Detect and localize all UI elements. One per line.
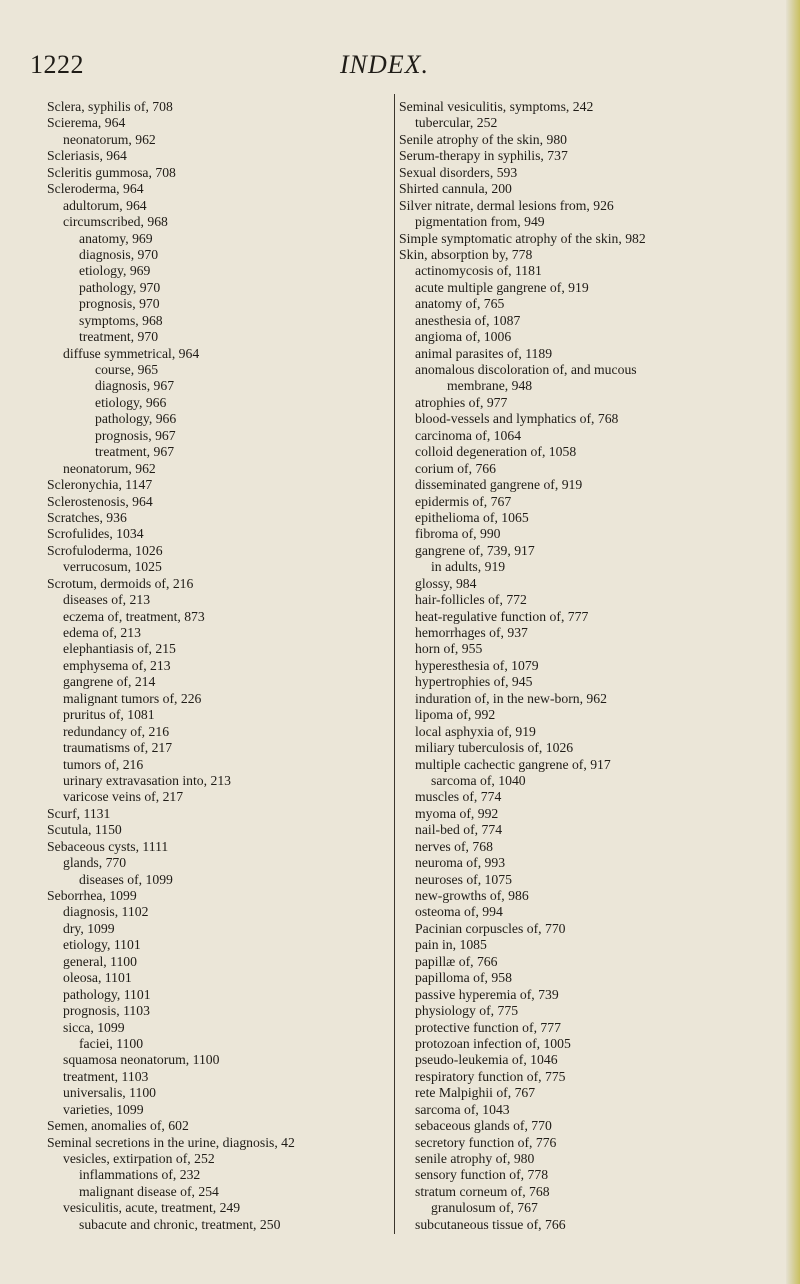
index-subentry: epidermis of, 767: [415, 493, 512, 509]
index-entry: Shirted cannula, 200: [399, 181, 512, 197]
index-subentry: anomalous discoloration of, and mucous: [415, 362, 637, 377]
index-entry: Seminal secretions in the urine, diagnosis, 42: [47, 1134, 295, 1150]
index-subentry: diffuse symmetrical, 964: [63, 345, 200, 361]
index-subentry: pigmentation from, 949: [415, 214, 545, 230]
left-index-column: [47, 99, 392, 1233]
index-entry: Scleroderma, 964: [47, 181, 144, 197]
index-subentry: actinomycosis of, 1181: [415, 263, 542, 279]
index-entry: Skin, absorption by, 778: [399, 246, 533, 262]
index-subentry: neuroses of, 1075: [415, 871, 512, 887]
index-subentry: pseudo-leukemia of, 1046: [415, 1052, 558, 1068]
index-subentry: vesicles, extirpation of, 252: [63, 1151, 215, 1166]
index-subentry: nerves of, 768: [415, 838, 493, 854]
index-subentry: course, 965: [95, 362, 159, 377]
index-subentry: oleosa, 1101: [63, 970, 132, 986]
index-entry: Senile atrophy of the skin, 980: [399, 131, 568, 147]
index-subentry: muscles of, 774: [415, 789, 502, 805]
index-subentry: Pacinian corpuscles of, 770: [415, 920, 566, 936]
index-subentry: horn of, 955: [415, 641, 483, 657]
index-entry: Seborrhea, 1099: [47, 888, 137, 903]
index-subentry: vesiculitis, acute, treatment, 249: [63, 1200, 241, 1216]
index-subentry: varicose veins of, 217: [63, 789, 184, 805]
index-subentry: respiratory function of, 775: [415, 1068, 566, 1084]
index-subentry: traumatisms of, 217: [63, 740, 173, 756]
index-subentry: etiology, 969: [79, 263, 151, 279]
index-subentry: secretory function of, 776: [415, 1134, 557, 1150]
page-number: 1222: [30, 50, 84, 79]
index-subentry: colloid degeneration of, 1058: [415, 444, 577, 460]
index-subentry: nail-bed of, 774: [415, 822, 503, 838]
index-subentry: induration of, in the new-born, 962: [415, 690, 607, 706]
index-entry: Scleritis gummosa, 708: [47, 164, 176, 180]
index-subentry: diagnosis, 970: [79, 246, 159, 262]
index-subentry: rete Malpighii of, 767: [415, 1085, 536, 1101]
index-subentry: granulosum of, 767: [431, 1200, 538, 1216]
index-subentry: hair-follicles of, 772: [415, 592, 527, 608]
index-subentry: verrucosum, 1025: [63, 559, 162, 575]
index-subentry: passive hyperemia of, 739: [415, 986, 559, 1002]
index-subentry: miliary tuberculosis of, 1026: [415, 740, 574, 756]
index-subentry: myoma of, 992: [415, 805, 499, 821]
index-subentry: redundancy of, 216: [63, 723, 170, 739]
index-subentry: diagnosis, 967: [95, 378, 175, 394]
index-entry: Simple symptomatic atrophy of the skin, 982: [399, 230, 646, 246]
index-entry: Sclera, syphilis of, 708: [47, 99, 173, 114]
index-subentry: anatomy of, 765: [415, 296, 505, 312]
index-subentry: gangrene of, 214: [63, 674, 156, 690]
index-entry: Scrofuloderma, 1026: [47, 542, 163, 558]
index-subentry: prognosis, 970: [79, 296, 160, 312]
index-subentry: treatment, 1103: [63, 1068, 149, 1084]
index-entry: Serum-therapy in syphilis, 737: [399, 148, 568, 164]
index-subentry: faciei, 1100: [79, 1035, 144, 1051]
index-subentry: diseases of, 213: [63, 592, 151, 608]
index-subentry: inflammations of, 232: [79, 1167, 201, 1183]
index-subentry: diagnosis, 1102: [63, 904, 149, 920]
index-subentry: protective function of, 777: [415, 1019, 561, 1035]
index-entry: Scleronychia, 1147: [47, 477, 153, 493]
column-divider: [394, 94, 395, 1234]
index-subentry: fibroma of, 990: [415, 526, 501, 542]
index-subentry: malignant disease of, 254: [79, 1183, 219, 1199]
index-entry: Sexual disorders, 593: [399, 164, 518, 180]
index-subentry: osteoma of, 994: [415, 904, 503, 920]
index-subentry: acute multiple gangrene of, 919: [415, 279, 589, 295]
index-subentry: physiology of, 775: [415, 1003, 519, 1019]
index-subentry: elephantiasis of, 215: [63, 641, 176, 657]
index-subentry: emphysema of, 213: [63, 657, 171, 673]
index-subentry: pathology, 1101: [63, 986, 151, 1002]
index-subentry: varieties, 1099: [63, 1101, 144, 1117]
index-subentry: blood-vessels and lymphatics of, 768: [415, 411, 619, 427]
index-subentry: malignant tumors of, 226: [63, 690, 202, 706]
index-subentry: universalis, 1100: [63, 1085, 157, 1101]
index-entry: Sclerostenosis, 964: [47, 493, 153, 509]
right-index-column: [399, 99, 779, 1233]
index-subentry: hemorrhages of, 937: [415, 625, 528, 640]
index-subentry: glands, 770: [63, 855, 127, 871]
index-subentry: prognosis, 1103: [63, 1003, 150, 1019]
index-subentry: membrane, 948: [447, 378, 533, 394]
index-subentry: treatment, 967: [95, 444, 175, 460]
index-subentry: tumors of, 216: [63, 756, 144, 772]
index-subentry: pain in, 1085: [415, 937, 487, 953]
index-subentry: neonatorum, 962: [63, 460, 156, 476]
index-subentry: angioma of, 1006: [415, 329, 512, 345]
index-subentry: stratum corneum of, 768: [415, 1183, 550, 1199]
index-entry: Scrofulides, 1034: [47, 526, 144, 542]
index-entry: Sebaceous cysts, 1111: [47, 838, 169, 854]
index-subentry: etiology, 1101: [63, 937, 141, 953]
index-subentry: tubercular, 252: [415, 115, 498, 131]
index-subentry: general, 1100: [63, 953, 137, 969]
index-subentry: subacute and chronic, treatment, 250: [79, 1216, 281, 1232]
index-entry: Scurf, 1131: [47, 805, 111, 821]
index-subentry: neonatorum, 962: [63, 131, 156, 147]
index-entry: Seminal vesiculitis, symptoms, 242: [399, 99, 594, 114]
index-subentry: local asphyxia of, 919: [415, 723, 536, 739]
index-subentry: lipoma of, 992: [415, 707, 496, 723]
index-subentry: adultorum, 964: [63, 197, 147, 213]
index-entry: Scratches, 936: [47, 509, 127, 525]
index-subentry: anatomy, 969: [79, 230, 153, 246]
index-subentry: dry, 1099: [63, 920, 115, 936]
index-subentry: diseases of, 1099: [79, 871, 173, 887]
index-subentry: treatment, 970: [79, 329, 159, 345]
index-subentry: circumscribed, 968: [63, 214, 168, 230]
index-subentry: pruritus of, 1081: [63, 707, 155, 723]
index-subentry: multiple cachectic gangrene of, 917: [415, 756, 611, 772]
index-subentry: etiology, 966: [95, 394, 167, 410]
index-entry: Scutula, 1150: [47, 822, 122, 838]
index-subentry: epithelioma of, 1065: [415, 509, 529, 525]
index-subentry: prognosis, 967: [95, 427, 176, 443]
running-head: INDEX.: [340, 50, 430, 79]
index-subentry: disseminated gangrene of, 919: [415, 477, 583, 493]
index-subentry: new-growths of, 986: [415, 888, 529, 903]
page-edge-stain: [786, 0, 800, 1284]
index-subentry: symptoms, 968: [79, 312, 163, 328]
index-subentry: senile atrophy of, 980: [415, 1151, 535, 1166]
index-subentry: gangrene of, 739, 917: [415, 542, 535, 558]
index-subentry: hyperesthesia of, 1079: [415, 657, 539, 673]
index-subentry: papilloma of, 958: [415, 970, 512, 986]
index-subentry: pathology, 970: [79, 279, 161, 295]
index-subentry: hypertrophies of, 945: [415, 674, 533, 690]
index-subentry: sicca, 1099: [63, 1019, 125, 1035]
index-subentry: sarcoma of, 1043: [415, 1101, 510, 1117]
index-subentry: sensory function of, 778: [415, 1167, 549, 1183]
index-subentry: urinary extravasation into, 213: [63, 772, 232, 788]
index-subentry: papillæ of, 766: [415, 953, 498, 969]
index-subentry: carcinoma of, 1064: [415, 427, 522, 443]
index-subentry: squamosa neonatorum, 1100: [63, 1052, 220, 1068]
index-subentry: neuroma of, 993: [415, 855, 506, 871]
index-subentry: atrophies of, 977: [415, 394, 508, 410]
index-subentry: glossy, 984: [415, 575, 477, 591]
index-subentry: heat-regulative function of, 777: [415, 608, 589, 624]
index-subentry: sarcoma of, 1040: [431, 772, 526, 788]
index-subentry: eczema of, treatment, 873: [63, 608, 205, 624]
index-entry: Semen, anomalies of, 602: [47, 1118, 189, 1134]
index-subentry: in adults, 919: [431, 559, 506, 575]
index-subentry: protozoan infection of, 1005: [415, 1035, 571, 1051]
index-subentry: pathology, 966: [95, 411, 177, 427]
index-subentry: edema of, 213: [63, 625, 141, 640]
index-subentry: anesthesia of, 1087: [415, 312, 521, 328]
index-subentry: animal parasites of, 1189: [415, 345, 553, 361]
index-entry: Scrotum, dermoids of, 216: [47, 575, 194, 591]
index-entry: Scierema, 964: [47, 115, 126, 131]
index-entry: Scleriasis, 964: [47, 148, 127, 164]
index-entry: Silver nitrate, dermal lesions from, 926: [399, 197, 614, 213]
index-subentry: sebaceous glands of, 770: [415, 1118, 552, 1134]
index-subentry: subcutaneous tissue of, 766: [415, 1216, 566, 1232]
index-subentry: corium of, 766: [415, 460, 496, 476]
